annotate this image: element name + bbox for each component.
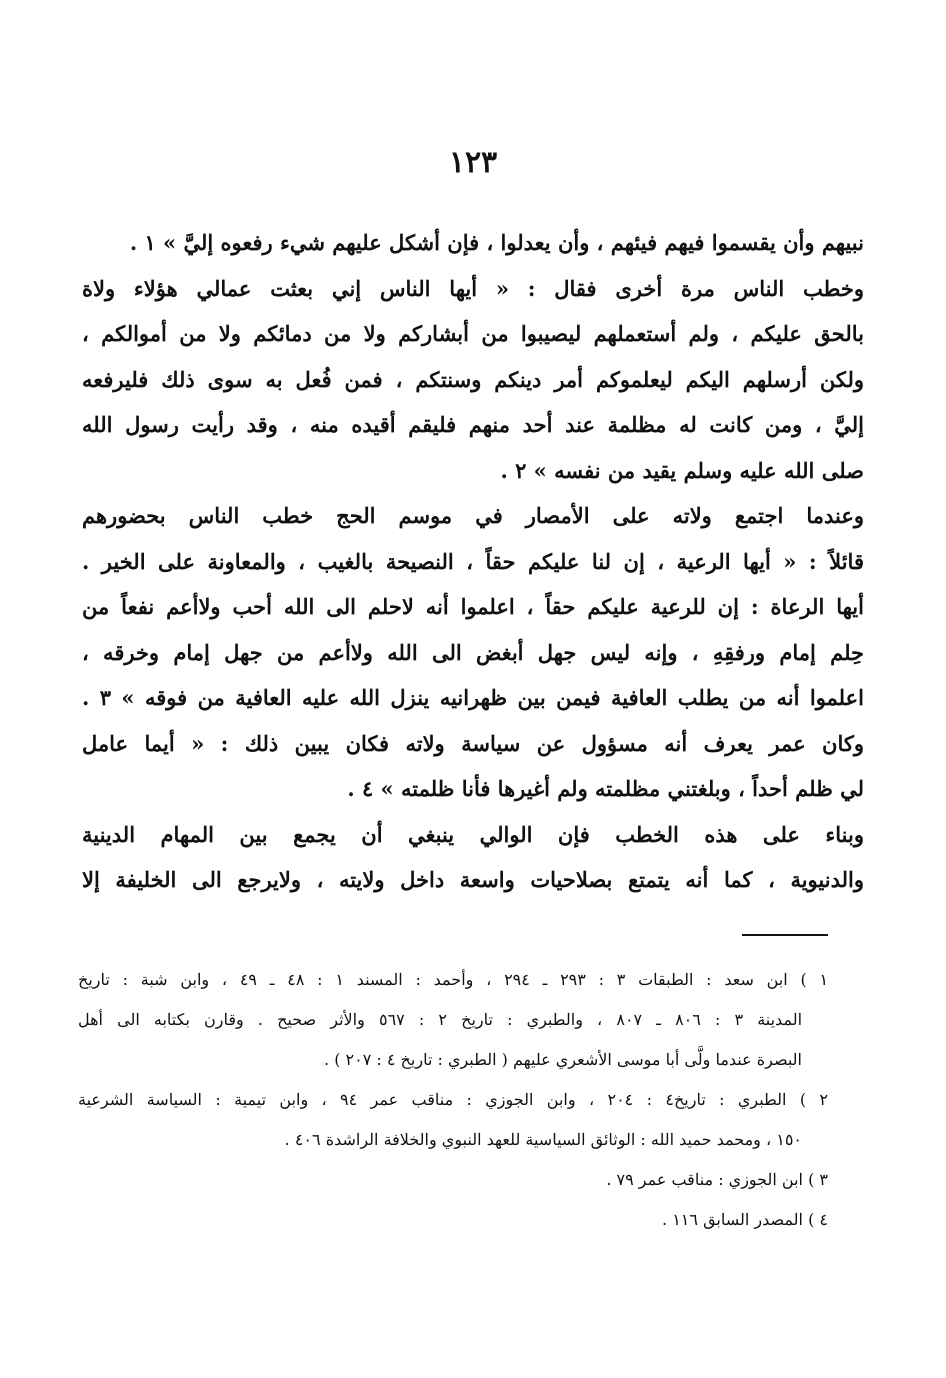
footnote-line: ٢ ) الطبري : تاريخ٤ : ٢٠٤ ، وابن الجوزي : مناقب عمر ٩٤ ، وابن تيمية : السياسة الشرعية — [78, 1090, 828, 1109]
body-line: وبناء على هذه الخطب فإن الوالي ينبغي أن يجمع بين المهام الدينية — [82, 821, 864, 847]
footnote-line: ١٥٠ ، ومحمد حميد الله : الوثائق السياسية للعهد النبوي والخلافة الراشدة ٤٠٦ . — [284, 1130, 802, 1149]
body-text — [82, 220, 864, 903]
footnote-line: ٣ ) ابن الجوزي : مناقب عمر ٧٩ . — [606, 1170, 828, 1189]
body-line: بالحق عليكم ، ولم أستعملهم ليصيبوا من أبشاركم ولا من دمائكم ولا من أموالكم ، — [82, 321, 864, 346]
body-line: والدنيوية ، كما أنه يتمتع بصلاحيات واسعة داخل ولايته ، ولايرجع الى الخليفة إلا — [82, 867, 864, 892]
body-line: نبيهم وأن يقسموا فيهم فيئهم ، وأن يعدلوا ، فإن أشكل عليهم شيء رفعوه إليَّ » ١ . — [129, 230, 864, 255]
body-line: أيها الرعاة : إن للرعية عليكم حقاً ، اعلموا أنه لاحلم الى الله أحب ولاأعم نفعاً من — [82, 594, 864, 619]
footnote-line: ٤ ) المصدر السابق ١١٦ . — [662, 1210, 828, 1229]
body-line: وخطب الناس مرة أخرى فقال : « أيها الناس إني بعثت عمالي هؤلاء ولاة — [82, 275, 864, 301]
body-line: حِلم إمام ورفقِهِ ، وإنه ليس جهل أبغض الى الله ولاأعم من جهل إمام وخرقه ، — [82, 639, 864, 665]
body-line: إليَّ ، ومن كانت له مظلمة عند أحد منهم فليقم أقيده منه ، وقد رأيت رسول الله — [82, 412, 864, 437]
page-number: ١٢٣ — [448, 145, 498, 180]
body-line: لي ظلم أحداً ، وبلغتني مظلمته ولم أغيرها فأنا ظلمته » ٤ . — [347, 776, 864, 801]
body-line: قائلاً : « أيها الرعية ، إن لنا عليكم حقاً ، النصيحة بالغيب ، والمعاونة على الخير . — [82, 548, 864, 574]
footnotes — [78, 960, 828, 1240]
footnote-line: ١ ) ابن سعد : الطبقات ٣ : ٢٩٣ ـ ٢٩٤ ، وأحمد : المسند ١ : ٤٨ ـ ٤٩ ، وابن شبة : تاريخ — [78, 970, 828, 989]
body-line: صلى الله عليه وسلم يقيد من نفسه » ٢ . — [500, 457, 864, 483]
footnote-separator — [742, 934, 828, 936]
body-line: اعلموا أنه من يطلب العافية فيمن بين ظهرانيه ينزل الله عليه العافية من فوقه » ٣ . — [82, 685, 864, 710]
body-line: وعندما اجتمع ولاته على الأمصار في موسم الحج خطب الناس بحضورهم — [82, 503, 864, 528]
footnote-line: البصرة عندما ولَّى أبا موسى الأشعري عليهم ( الطبري : تاريخ ٤ : ٢٠٧ ) . — [324, 1050, 802, 1069]
body-line: وكان عمر يعرف أنه مسؤول عن سياسة ولاته فكان يبين ذلك : « أيما عامل — [82, 730, 864, 756]
footnote-line: المدينة ٣ : ٨٠٦ ـ ٨٠٧ ، والطبري : تاريخ ٢ : ٥٦٧ والأثر صحيح . وقارن بكتابه الى أهل — [78, 1010, 803, 1029]
body-line: ولكن أرسلهم اليكم ليعلموكم أمر دينكم وسنتكم ، فمن فُعل به سوى ذلك فليرفعه — [82, 366, 864, 392]
